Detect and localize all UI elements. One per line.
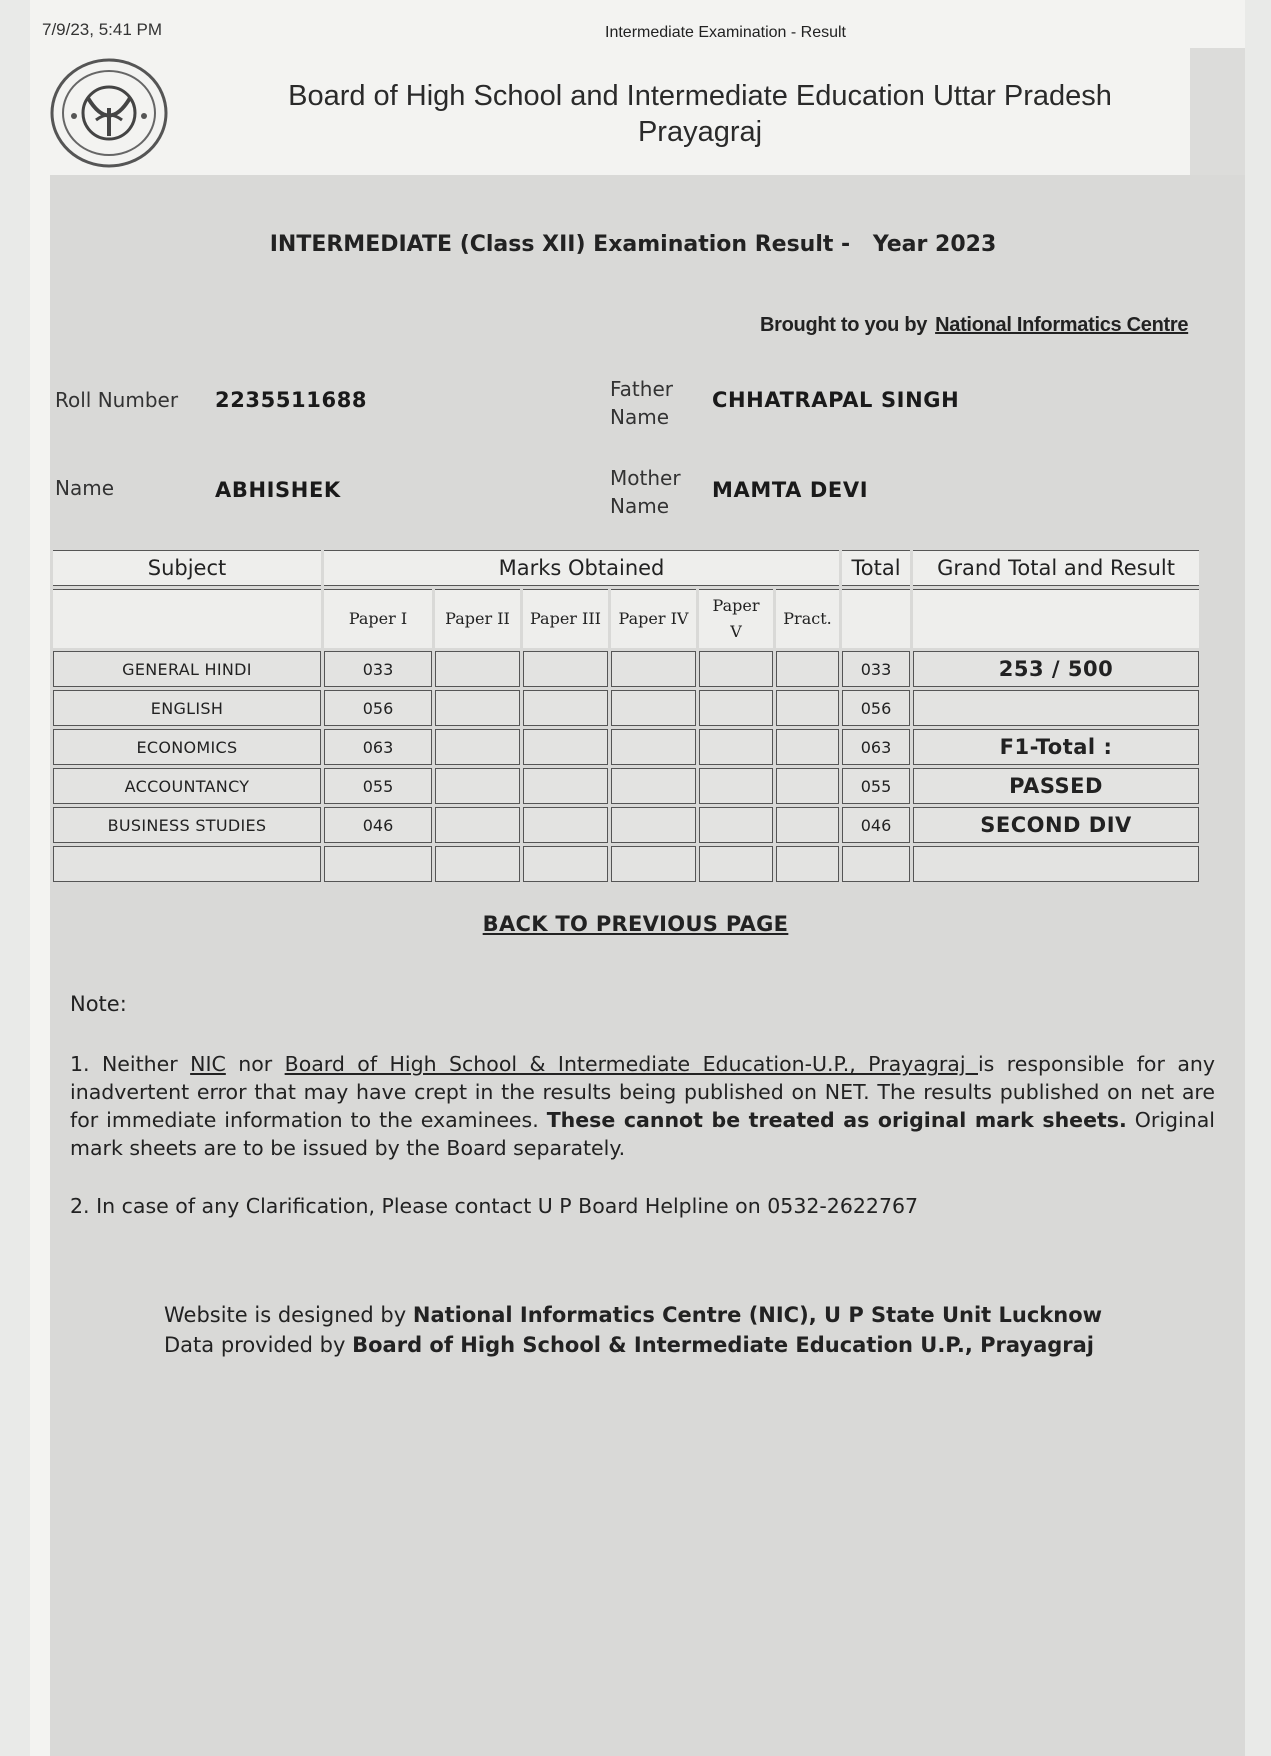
paper3-cell [523, 768, 608, 804]
paper1-cell: 046 [324, 807, 432, 843]
note-1-bold: These cannot be treated as original mark sheets. [546, 1108, 1127, 1132]
paper2-cell [435, 729, 520, 765]
result-cell: F1-Total : [913, 729, 1199, 765]
note-1-nic-link[interactable]: NIC [190, 1052, 226, 1076]
table-subheader-row [53, 589, 1199, 648]
paper2-cell [435, 651, 520, 687]
note-2: 2. In case of any Clarification, Please contact U P Board Helpline on 0532-2622767 [70, 1194, 919, 1218]
empty-cell [776, 846, 839, 882]
paper5-cell [699, 690, 773, 726]
nic-link[interactable]: National Informatics Centre [935, 314, 1189, 336]
table-header-row [53, 550, 1199, 586]
print-page-title: Intermediate Examination - Result [605, 24, 846, 41]
total-cell: 055 [842, 768, 910, 804]
paper4-cell [611, 768, 696, 804]
exam-title-year: Year 2023 [872, 232, 997, 257]
paper5-cell [699, 729, 773, 765]
total-cell: 056 [842, 690, 910, 726]
subheader-grand-blank [913, 589, 1199, 648]
empty-cell [913, 846, 1199, 882]
marks-table [50, 547, 1202, 885]
exam-title [0, 232, 1271, 257]
subject-cell: ACCOUNTANCY [53, 768, 321, 804]
subheader-paper-4: Paper IV [611, 589, 696, 648]
paper5-cell [699, 768, 773, 804]
paper3-cell [523, 690, 608, 726]
practical-cell [776, 690, 839, 726]
footer-line2-bold: Board of High School & Intermediate Education U.P., Prayagraj [352, 1333, 1094, 1357]
paper4-cell [611, 729, 696, 765]
subheader-paper-3: Paper III [523, 589, 608, 648]
paper2-cell [435, 690, 520, 726]
note-1 [70, 1050, 1215, 1162]
result-cell: SECOND DIV [913, 807, 1199, 843]
header-subject: Subject [53, 550, 321, 586]
back-to-previous-page-link[interactable]: BACK TO PREVIOUS PAGE [482, 912, 789, 936]
father-name-value: CHHATRAPAL SINGH [712, 388, 960, 412]
marks-table-wrapper [50, 547, 1190, 885]
result-cell [913, 690, 1199, 726]
name-label: Name [55, 476, 115, 500]
credit-line [760, 314, 1188, 337]
empty-cell [699, 846, 773, 882]
empty-cell [523, 846, 608, 882]
footer-line1 [164, 1300, 1102, 1330]
subheader-paper-1: Paper I [324, 589, 432, 648]
empty-cell [435, 846, 520, 882]
practical-cell [776, 651, 839, 687]
subheader-blank [53, 589, 321, 648]
header-grand-total: Grand Total and Result [913, 550, 1199, 586]
result-cell: 253 / 500 [913, 651, 1199, 687]
subheader-paper-2: Paper II [435, 589, 520, 648]
father-name-label [610, 375, 673, 431]
paper1-cell: 055 [324, 768, 432, 804]
practical-cell [776, 768, 839, 804]
footer-line1-prefix: Website is designed by [164, 1303, 413, 1327]
paper3-cell [523, 651, 608, 687]
empty-cell [611, 846, 696, 882]
footer-line1-bold: National Informatics Centre (NIC), U P State Unit Lucknow [412, 1303, 1103, 1327]
practical-cell [776, 729, 839, 765]
subheader-practical: Pract. [776, 589, 839, 648]
paper2-cell [435, 807, 520, 843]
note-label: Note: [70, 992, 127, 1016]
header-marks-obtained: Marks Obtained [324, 550, 839, 586]
empty-cell [842, 846, 910, 882]
note-1-text-c: is responsible for any inadvertent error that may have crept in the results being published on NET. The results published on net are for immediate information to the examinees. [70, 1052, 1216, 1132]
subject-cell: BUSINESS STUDIES [53, 807, 321, 843]
header-total: Total [842, 550, 910, 586]
mother-label-line2: Name [610, 494, 670, 518]
paper1-cell: 033 [324, 651, 432, 687]
board-seal-icon [50, 58, 168, 168]
subheader-paper-5-line1: Paper [712, 596, 760, 615]
table-row [53, 807, 1199, 843]
board-title-line1: Board of High School and Intermediate Education Uttar Pradesh [288, 80, 1112, 112]
subheader-total-blank [842, 589, 910, 648]
note-1-text-a: 1. Neither [70, 1052, 191, 1076]
father-label-line1: Father [610, 377, 673, 401]
credit-prefix: Brought to you by [760, 314, 928, 336]
table-row-empty [53, 846, 1199, 882]
paper5-cell [699, 651, 773, 687]
name-value: ABHISHEK [215, 478, 341, 502]
footer-line2-prefix: Data provided by [164, 1333, 353, 1357]
subheader-paper-5-line2: V [730, 622, 742, 641]
result-cell: PASSED [913, 768, 1199, 804]
subject-cell: ECONOMICS [53, 729, 321, 765]
paper1-cell: 063 [324, 729, 432, 765]
print-datetime: 7/9/23, 5:41 PM [42, 20, 163, 39]
father-label-line2: Name [610, 405, 670, 429]
paper4-cell [611, 690, 696, 726]
roll-number-label: Roll Number [55, 388, 179, 412]
note-1-text-b: nor [225, 1052, 285, 1076]
total-cell: 033 [842, 651, 910, 687]
practical-cell [776, 807, 839, 843]
roll-number-value: 2235511688 [215, 388, 368, 412]
paper2-cell [435, 768, 520, 804]
total-cell: 063 [842, 729, 910, 765]
exam-title-part1: INTERMEDIATE (Class XII) Examination Result - [269, 232, 851, 257]
mother-name-label [610, 464, 681, 520]
board-title-line2: Prayagraj [637, 116, 763, 148]
empty-cell [53, 846, 321, 882]
subject-cell: ENGLISH [53, 690, 321, 726]
table-row [53, 729, 1199, 765]
empty-cell [324, 846, 432, 882]
paper4-cell [611, 807, 696, 843]
subject-cell: GENERAL HINDI [53, 651, 321, 687]
footer [164, 1300, 1102, 1360]
note-1-text-d: Original mark sheets are to be issued by the Board separately. [70, 1108, 1215, 1160]
note-1-board-link[interactable]: Board of High School & Intermediate Education-U.P., Prayagraj [284, 1052, 978, 1076]
paper4-cell [611, 651, 696, 687]
paper1-cell: 056 [324, 690, 432, 726]
paper3-cell [523, 807, 608, 843]
table-row [53, 690, 1199, 726]
total-cell: 046 [842, 807, 910, 843]
board-title [200, 78, 1200, 150]
footer-line2 [164, 1330, 1102, 1360]
paper3-cell [523, 729, 608, 765]
mother-name-value: MAMTA DEVI [712, 478, 869, 502]
table-row [53, 768, 1199, 804]
paper5-cell [699, 807, 773, 843]
subheader-paper-5 [699, 589, 773, 648]
mother-label-line1: Mother [610, 466, 681, 490]
table-row [53, 651, 1199, 687]
